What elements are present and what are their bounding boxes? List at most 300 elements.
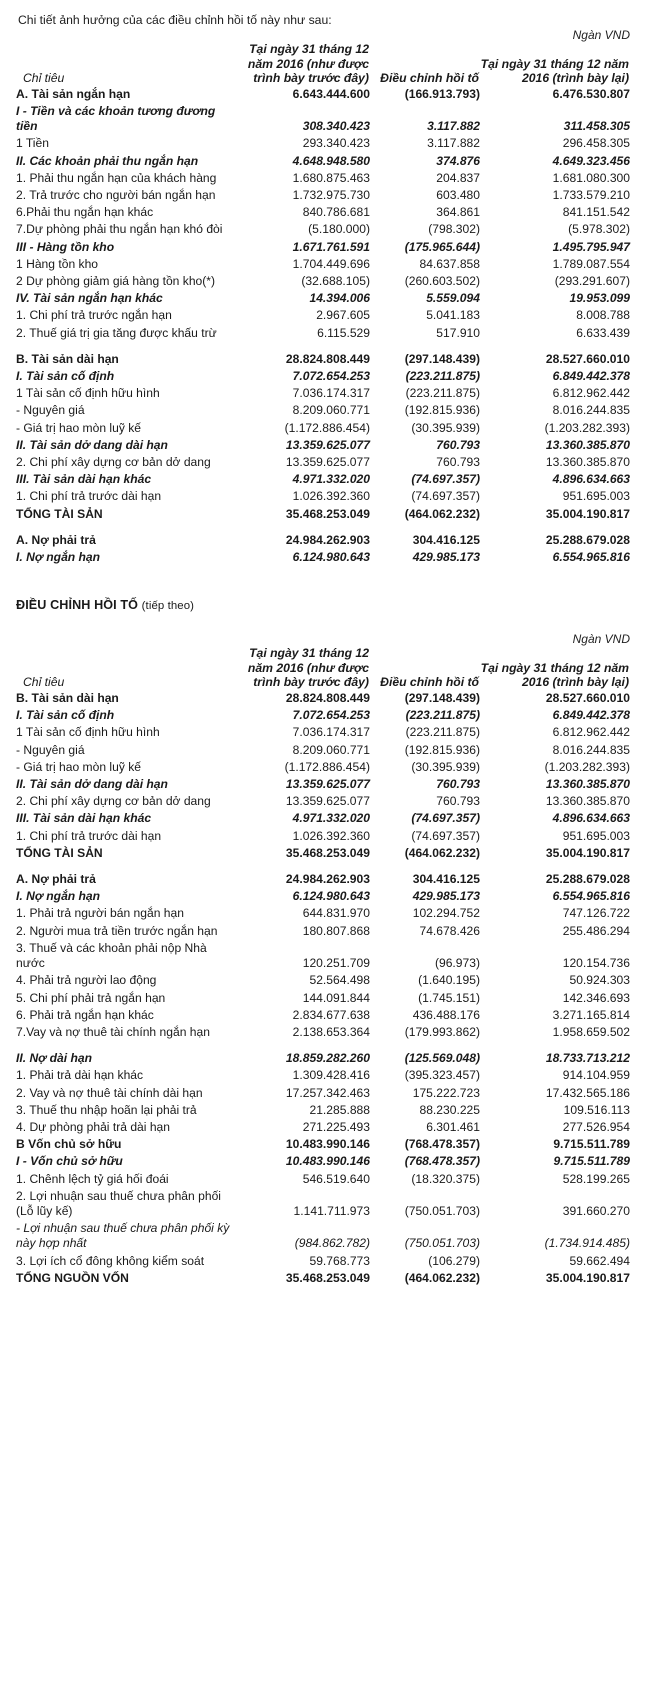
- table-row: [16, 724, 630, 741]
- table-row: [16, 1024, 630, 1041]
- row-value-adjustment: 74.678.426: [419, 923, 480, 938]
- column-header-restated: Tại ngày 31 tháng 12 năm 2016 (trình bày lại): [480, 56, 629, 86]
- row-value-restated: 1.733.579.210: [552, 188, 630, 202]
- table-row: [16, 204, 630, 221]
- row-value-previously-reported: 7.072.654.253: [292, 369, 370, 384]
- unit-spacer-3: [370, 28, 480, 42]
- row-label: A. Nợ phải trả: [16, 532, 96, 547]
- row-label: 6.Phải thu ngắn hạn khác: [16, 205, 154, 220]
- spacer-cell: [16, 862, 630, 871]
- table-row-spacer: [16, 523, 630, 532]
- row-value-previously-reported: 1.309.428.416: [292, 1068, 370, 1083]
- table-row: [16, 506, 630, 523]
- row-value-previously-reported: 8.209.060.771: [292, 403, 370, 418]
- row-label: 6. Phải trả ngắn hạn khác: [16, 1007, 154, 1022]
- table-row: [16, 307, 630, 324]
- table-row: [16, 325, 630, 342]
- row-value-restated: 6.849.442.378: [552, 708, 630, 723]
- row-value-previously-reported: 17.257.342.463: [285, 1085, 370, 1100]
- row-value-adjustment: (30.395.939): [411, 759, 480, 774]
- row-value-previously-reported: 6.643.444.600: [292, 86, 370, 101]
- row-label: 1. Phải trả người bán ngắn hạn: [16, 906, 184, 921]
- retrospective-adjustment-table-1: [16, 28, 630, 566]
- column-header-label: Chỉ tiêu: [23, 71, 65, 86]
- row-value-restated: 1.958.659.502: [552, 1024, 630, 1039]
- row-value-adjustment: 5.041.183: [426, 308, 480, 323]
- row-value-previously-reported: 180.807.868: [302, 923, 370, 938]
- table-row: [16, 1220, 630, 1252]
- table-1-unit-row: [16, 28, 630, 42]
- table-row: [16, 488, 630, 505]
- row-value-previously-reported: 24.984.262.903: [285, 532, 370, 547]
- row-label: 1. Chi phí trả trước dài hạn: [16, 489, 162, 504]
- row-label: A. Tài sản ngắn hạn: [16, 86, 131, 101]
- row-value-adjustment: (223.211.875): [405, 708, 480, 723]
- row-value-adjustment: 102.294.752: [412, 906, 480, 921]
- row-label: 2. Lợi nhuận sau thuế chưa phân phối (Lỗ lũy kế): [16, 1188, 221, 1218]
- row-value-restated: 8.016.244.835: [552, 403, 630, 418]
- table-row: [16, 471, 630, 488]
- row-label: 2. Thuế giá trị gia tăng được khấu trừ: [16, 325, 217, 340]
- row-value-previously-reported: 644.831.970: [302, 906, 370, 921]
- table-row: [16, 86, 630, 103]
- currency-unit-label: Ngàn VND: [572, 28, 630, 42]
- table-row: [16, 845, 630, 862]
- row-value-adjustment: (125.569.048): [404, 1051, 480, 1066]
- table-row-spacer: [16, 1041, 630, 1050]
- row-value-previously-reported: 10.483.990.146: [285, 1154, 370, 1169]
- row-value-previously-reported: 28.824.808.449: [285, 691, 370, 706]
- row-label: 1. Chi phí trả trước dài hạn: [16, 828, 162, 843]
- row-label: TỔNG NGUỒN VỐN: [16, 1270, 129, 1285]
- row-value-previously-reported: 2.967.605: [316, 308, 370, 323]
- table-row: [16, 239, 630, 256]
- row-value-restated: 13.360.385.870: [545, 455, 630, 470]
- table-row: [16, 1253, 630, 1270]
- row-value-adjustment: (464.062.232): [404, 845, 480, 860]
- table-row: [16, 990, 630, 1007]
- table-row: [16, 1085, 630, 1102]
- row-value-restated: 6.633.439: [576, 325, 630, 340]
- table-row: [16, 1153, 630, 1170]
- row-label: B. Tài sản dài hạn: [16, 351, 119, 366]
- row-value-restated: 914.104.959: [562, 1068, 630, 1083]
- table-row-spacer: [16, 862, 630, 871]
- table-row: [16, 888, 630, 905]
- retrospective-adjustment-table-2: [16, 632, 630, 1287]
- row-value-restated: 1.495.795.947: [552, 239, 630, 254]
- row-label: 2 Dự phòng giảm giá hàng tồn kho(*): [16, 274, 216, 289]
- table-row: [16, 1136, 630, 1153]
- row-value-restated: 311.458.305: [563, 119, 630, 134]
- table-row: [16, 532, 630, 549]
- table-row: [16, 256, 630, 273]
- row-value-restated: 6.849.442.378: [552, 369, 630, 384]
- row-value-previously-reported: 8.209.060.771: [292, 742, 370, 757]
- row-value-previously-reported: 35.468.253.049: [285, 506, 370, 521]
- table-row: [16, 1067, 630, 1084]
- table-row: [16, 1270, 630, 1287]
- row-label: I. Nợ ngắn hạn: [16, 889, 101, 904]
- row-value-restated: 1.681.080.300: [552, 170, 630, 185]
- row-value-previously-reported: 4.971.332.020: [292, 811, 370, 826]
- table-row: [16, 290, 630, 307]
- row-value-previously-reported: 52.564.498: [309, 973, 370, 988]
- row-value-restated: 6.554.965.816: [552, 889, 630, 904]
- table-row: [16, 972, 630, 989]
- row-value-adjustment: (18.320.375): [411, 1171, 480, 1186]
- row-label: TỔNG TÀI SẢN: [16, 506, 103, 521]
- table-row: [16, 187, 630, 204]
- row-value-previously-reported: 4.971.332.020: [292, 472, 370, 487]
- row-value-restated: 18.733.713.212: [545, 1051, 630, 1066]
- row-value-adjustment: 364.861: [436, 205, 480, 220]
- row-value-adjustment: (750.051.703): [404, 1203, 480, 1218]
- table-row: [16, 221, 630, 238]
- row-label: II. Tài sản dở dang dài hạn: [16, 437, 168, 452]
- row-label: - Giá trị hao mòn luỹ kế: [16, 420, 142, 435]
- column-header-adjustment: Điều chỉnh hồi tố: [380, 71, 479, 86]
- row-value-restated: 255.486.294: [562, 923, 630, 938]
- row-value-previously-reported: 4.648.948.580: [292, 153, 370, 168]
- row-label: - Lợi nhuận sau thuế chưa phân phối kỳ này hợp nhất: [16, 1221, 230, 1251]
- row-label: III. Tài sản dài hạn khác: [16, 811, 152, 826]
- row-value-adjustment: (30.395.939): [411, 420, 480, 435]
- table-2-header: [16, 632, 630, 690]
- section-2-title: [16, 598, 648, 612]
- table-row: [16, 153, 630, 170]
- table-row: [16, 905, 630, 922]
- row-value-restated: 6.554.965.816: [552, 550, 630, 565]
- row-value-restated: 13.360.385.870: [545, 777, 630, 792]
- row-value-previously-reported: 1.680.875.463: [292, 170, 370, 185]
- row-value-adjustment: 429.985.173: [412, 550, 480, 565]
- table-row: [16, 103, 630, 135]
- unit-spacer-2b: [234, 632, 370, 646]
- row-value-adjustment: 304.416.125: [412, 532, 480, 547]
- row-value-previously-reported: (32.688.105): [301, 274, 370, 289]
- row-value-adjustment: (96.973): [434, 956, 480, 971]
- row-value-adjustment: 374.876: [436, 153, 480, 168]
- row-value-restated: 50.924.303: [569, 973, 630, 988]
- row-value-previously-reported: 6.124.980.643: [292, 889, 370, 904]
- row-value-restated: (5.978.302): [568, 222, 630, 237]
- row-value-adjustment: 760.793: [436, 455, 480, 470]
- row-label: - Nguyên giá: [16, 403, 85, 418]
- row-label: 1 Hàng tồn kho: [16, 256, 99, 271]
- row-value-adjustment: 603.480: [436, 188, 480, 202]
- row-label: III - Hàng tồn kho: [16, 239, 115, 254]
- row-value-previously-reported: 293.340.423: [302, 136, 370, 151]
- row-value-previously-reported: 271.225.493: [302, 1119, 370, 1134]
- row-value-restated: 35.004.190.817: [545, 845, 630, 860]
- row-value-previously-reported: 546.519.640: [302, 1171, 370, 1186]
- table-row: [16, 437, 630, 454]
- table-row: [16, 793, 630, 810]
- row-value-adjustment: (106.279): [428, 1253, 480, 1268]
- unit-spacer-1: [16, 28, 234, 42]
- row-value-restated: (1.203.282.393): [544, 759, 630, 774]
- intro-paragraph: Chi tiết ảnh hưởng của các điều chỉnh hồi tố này như sau:: [18, 13, 332, 27]
- row-label: 4. Phải trả người lao động: [16, 973, 157, 988]
- spacer-cell: [16, 342, 630, 351]
- row-label: 1 Tài sản cố định hữu hình: [16, 386, 160, 401]
- row-value-restated: 25.288.679.028: [545, 532, 630, 547]
- row-label: 2. Trả trước cho người bán ngắn hạn: [16, 188, 216, 202]
- row-value-restated: 3.271.165.814: [552, 1007, 630, 1022]
- table-row: [16, 828, 630, 845]
- unit-spacer-2: [234, 28, 370, 42]
- row-value-adjustment: (74.697.357): [411, 811, 480, 826]
- row-value-adjustment: 3.117.882: [427, 136, 480, 151]
- row-value-adjustment: 760.793: [436, 794, 480, 809]
- row-value-adjustment: (166.913.793): [404, 86, 480, 101]
- row-value-restated: 25.288.679.028: [545, 872, 630, 887]
- table-row: [16, 1050, 630, 1067]
- row-value-adjustment: 175.222.723: [412, 1085, 480, 1100]
- row-value-adjustment: (395.323.457): [404, 1068, 480, 1083]
- column-header-adjustment-2: Điều chỉnh hồi tố: [380, 675, 479, 690]
- row-label: 1. Chi phí trả trước ngắn hạn: [16, 308, 172, 323]
- row-value-restated: 8.008.788: [576, 308, 630, 323]
- table-row-spacer: [16, 342, 630, 351]
- row-value-restated: 28.527.660.010: [545, 351, 630, 366]
- row-value-restated: 13.360.385.870: [545, 437, 630, 452]
- row-value-restated: 6.812.962.442: [552, 386, 630, 401]
- row-value-previously-reported: 14.394.006: [309, 291, 370, 306]
- row-value-adjustment: (297.148.439): [404, 691, 480, 706]
- column-header-restated-2: Tại ngày 31 tháng 12 năm 2016 (trình bày lại): [480, 660, 629, 690]
- row-value-adjustment: (175.965.644): [404, 239, 480, 254]
- row-value-restated: 35.004.190.817: [545, 506, 630, 521]
- row-value-adjustment: (768.478.357): [404, 1137, 480, 1152]
- column-header-label-2: Chỉ tiêu: [23, 675, 65, 690]
- row-value-previously-reported: 1.704.449.696: [292, 256, 370, 271]
- row-label: 3. Thuế và các khoản phải nộp Nhà nước: [16, 940, 207, 971]
- row-label: II. Các khoản phải thu ngắn hạn: [16, 153, 199, 168]
- row-label: 1. Phải trả dài hạn khác: [16, 1068, 144, 1083]
- row-value-previously-reported: 6.115.529: [317, 325, 370, 340]
- row-value-restated: 13.360.385.870: [545, 794, 630, 809]
- row-label: 1. Phải thu ngắn hạn của khách hàng: [16, 170, 217, 185]
- row-value-previously-reported: 13.359.625.077: [285, 794, 370, 809]
- table-row: [16, 351, 630, 368]
- row-value-previously-reported: 13.359.625.077: [285, 437, 370, 452]
- table-2-unit-row: [16, 632, 630, 646]
- row-value-restated: 1.789.087.554: [552, 256, 630, 271]
- row-value-previously-reported: 1.141.711.973: [293, 1203, 370, 1218]
- row-value-previously-reported: (5.180.000): [308, 222, 370, 237]
- row-value-restated: 4.896.634.663: [552, 811, 630, 826]
- table-row: [16, 549, 630, 566]
- row-label: 1. Chênh lệch tỷ giá hối đoái: [16, 1171, 169, 1186]
- table-row: [16, 454, 630, 471]
- row-value-previously-reported: (1.172.886.454): [284, 420, 370, 435]
- row-value-restated: 296.458.305: [562, 136, 630, 151]
- table-row: [16, 420, 630, 437]
- row-value-restated: 59.662.494: [569, 1253, 630, 1268]
- table-row: [16, 776, 630, 793]
- row-label: B. Tài sản dài hạn: [16, 691, 119, 706]
- table-row: [16, 1119, 630, 1136]
- row-value-restated: 951.695.003: [562, 489, 630, 504]
- row-value-adjustment: 760.793: [436, 777, 480, 792]
- row-value-previously-reported: 24.984.262.903: [285, 872, 370, 887]
- row-value-previously-reported: 13.359.625.077: [285, 455, 370, 470]
- row-label: II. Tài sản dở dang dài hạn: [16, 777, 168, 792]
- row-value-previously-reported: 18.859.282.260: [285, 1051, 370, 1066]
- row-value-previously-reported: 308.340.423: [302, 119, 370, 134]
- column-header-previously-reported: Tại ngày 31 tháng 12 năm 2016 (như được trình bày trước đây): [247, 42, 369, 86]
- row-value-restated: (1.203.282.393): [544, 420, 630, 435]
- row-value-adjustment: 84.637.858: [419, 256, 480, 271]
- table-row: [16, 135, 630, 152]
- row-value-adjustment: 3.117.882: [427, 119, 480, 134]
- table-row: [16, 810, 630, 827]
- unit-spacer-1b: [16, 632, 234, 646]
- section-2-title-main: ĐIỀU CHỈNH HỒI TỐ: [16, 598, 139, 613]
- row-value-adjustment: (768.478.357): [404, 1154, 480, 1169]
- row-value-adjustment: (1.745.151): [418, 990, 480, 1005]
- row-value-restated: (1.734.914.485): [544, 1236, 630, 1251]
- row-value-restated: 6.476.530.807: [552, 86, 630, 101]
- row-value-previously-reported: 2.834.677.638: [292, 1007, 370, 1022]
- table-row: [16, 923, 630, 940]
- row-label: IV. Tài sản ngắn hạn khác: [16, 291, 163, 306]
- table-1-body: [16, 86, 630, 566]
- row-label: 3. Lợi ích cổ đông không kiểm soát: [16, 1253, 205, 1268]
- table-1-header: [16, 28, 630, 86]
- row-value-adjustment: 88.230.225: [419, 1102, 480, 1117]
- row-value-adjustment: (179.993.862): [404, 1024, 480, 1039]
- row-value-previously-reported: 10.483.990.146: [285, 1137, 370, 1152]
- unit-spacer-3b: [370, 632, 480, 646]
- row-label: 7.Vay và nợ thuê tài chính ngắn hạn: [16, 1024, 210, 1039]
- table-row: [16, 742, 630, 759]
- row-value-restated: 9.715.511.789: [553, 1154, 630, 1169]
- row-label: 5. Chi phí phải trả ngắn hạn: [16, 990, 166, 1005]
- row-label: I. Tài sản cố định: [16, 708, 115, 723]
- row-value-restated: 35.004.190.817: [545, 1270, 630, 1285]
- row-value-adjustment: 5.559.094: [426, 291, 480, 306]
- row-label: A. Nợ phải trả: [16, 872, 96, 887]
- row-value-restated: 4.649.323.456: [552, 153, 630, 168]
- row-value-adjustment: 304.416.125: [412, 872, 480, 887]
- row-value-adjustment: (74.697.357): [411, 828, 480, 843]
- table-1-column-headers: [16, 42, 630, 86]
- row-label: II. Nợ dài hạn: [16, 1051, 92, 1066]
- row-value-adjustment: (223.211.875): [405, 386, 480, 401]
- row-value-previously-reported: 7.036.174.317: [292, 725, 370, 740]
- row-value-restated: 28.527.660.010: [545, 691, 630, 706]
- row-value-adjustment: (74.697.357): [411, 489, 480, 504]
- table-row: [16, 1102, 630, 1119]
- row-value-adjustment: (750.051.703): [404, 1236, 480, 1251]
- row-value-adjustment: 760.793: [436, 437, 480, 452]
- table-row: [16, 759, 630, 776]
- currency-unit-label-2: Ngàn VND: [572, 632, 630, 647]
- row-label: I - Tiền và các khoản tương đương tiền: [16, 103, 216, 134]
- table-row: [16, 273, 630, 290]
- row-label: TỔNG TÀI SẢN: [16, 845, 103, 860]
- section-2-title-sub: (tiếp theo): [141, 600, 195, 613]
- row-value-previously-reported: 6.124.980.643: [292, 550, 370, 565]
- row-label: 2. Chi phí xây dựng cơ bản dở dang: [16, 455, 211, 470]
- row-label: 3. Thuế thu nhập hoãn lại phải trả: [16, 1102, 197, 1117]
- row-value-adjustment: (260.603.502): [404, 274, 480, 289]
- row-label: I. Tài sản cố định: [16, 369, 115, 384]
- row-value-previously-reported: 21.285.888: [309, 1102, 370, 1117]
- row-value-restated: 6.812.962.442: [552, 725, 630, 740]
- row-label: III. Tài sản dài hạn khác: [16, 472, 152, 487]
- table-row: [16, 1171, 630, 1188]
- row-value-previously-reported: 1.671.761.591: [292, 239, 370, 254]
- row-value-restated: 17.432.565.186: [545, 1085, 630, 1100]
- row-value-adjustment: (1.640.195): [418, 973, 480, 988]
- row-value-adjustment: (223.211.875): [405, 725, 480, 740]
- row-label: I - Vốn chủ sở hữu: [16, 1154, 123, 1169]
- row-value-restated: 120.154.736: [562, 956, 630, 971]
- row-value-restated: 8.016.244.835: [552, 742, 630, 757]
- column-header-previously-reported-2: Tại ngày 31 tháng 12 năm 2016 (như được trình bày trước đây): [247, 646, 369, 690]
- row-value-restated: 4.896.634.663: [552, 472, 630, 487]
- row-value-previously-reported: 840.786.681: [302, 205, 370, 220]
- row-value-restated: 142.346.693: [562, 990, 630, 1005]
- row-value-previously-reported: 7.072.654.253: [292, 708, 370, 723]
- row-value-previously-reported: 13.359.625.077: [285, 777, 370, 792]
- row-value-adjustment: (74.697.357): [411, 472, 480, 487]
- row-label: B Vốn chủ sở hữu: [16, 1137, 122, 1152]
- row-value-previously-reported: 120.251.709: [302, 956, 370, 971]
- row-value-adjustment: 429.985.173: [412, 889, 480, 904]
- row-value-restated: 747.126.722: [562, 906, 630, 921]
- row-value-previously-reported: 28.824.808.449: [285, 351, 370, 366]
- table-row: [16, 1188, 630, 1220]
- spacer-cell: [16, 1041, 630, 1050]
- table-row: [16, 690, 630, 707]
- row-value-adjustment: (223.211.875): [405, 369, 480, 384]
- row-value-previously-reported: 35.468.253.049: [285, 845, 370, 860]
- row-value-previously-reported: 7.036.174.317: [292, 386, 370, 401]
- row-value-previously-reported: 35.468.253.049: [285, 1270, 370, 1285]
- row-value-adjustment: 436.488.176: [412, 1007, 480, 1022]
- row-value-adjustment: 204.837: [436, 170, 480, 185]
- row-label: 2. Người mua trả tiền trước ngắn hạn: [16, 923, 218, 938]
- row-value-restated: 109.516.113: [563, 1102, 630, 1117]
- row-value-adjustment: (464.062.232): [404, 506, 480, 521]
- row-label: I. Nợ ngắn hạn: [16, 550, 101, 565]
- spacer-cell: [16, 523, 630, 532]
- row-value-previously-reported: (1.172.886.454): [284, 759, 370, 774]
- row-value-adjustment: (192.815.936): [404, 742, 480, 757]
- row-value-adjustment: (192.815.936): [404, 403, 480, 418]
- row-value-previously-reported: 59.768.773: [309, 1253, 370, 1268]
- row-value-previously-reported: 144.091.844: [302, 990, 370, 1005]
- row-label: 2. Chi phí xây dựng cơ bản dở dang: [16, 794, 211, 809]
- table-row: [16, 170, 630, 187]
- table-2-column-headers: [16, 646, 630, 690]
- row-value-restated: 9.715.511.789: [553, 1137, 630, 1152]
- row-label: - Nguyên giá: [16, 742, 85, 757]
- row-label: 1 Tài sản cố định hữu hình: [16, 725, 160, 740]
- row-value-adjustment: 6.301.461: [426, 1119, 480, 1134]
- row-value-previously-reported: 1.732.975.730: [292, 188, 370, 202]
- row-value-adjustment: (297.148.439): [404, 351, 480, 366]
- row-value-previously-reported: (984.862.782): [294, 1236, 370, 1251]
- row-label: 2. Vay và nợ thuê tài chính dài hạn: [16, 1085, 203, 1100]
- row-value-adjustment: (798.302): [428, 222, 480, 237]
- row-value-previously-reported: 1.026.392.360: [292, 489, 370, 504]
